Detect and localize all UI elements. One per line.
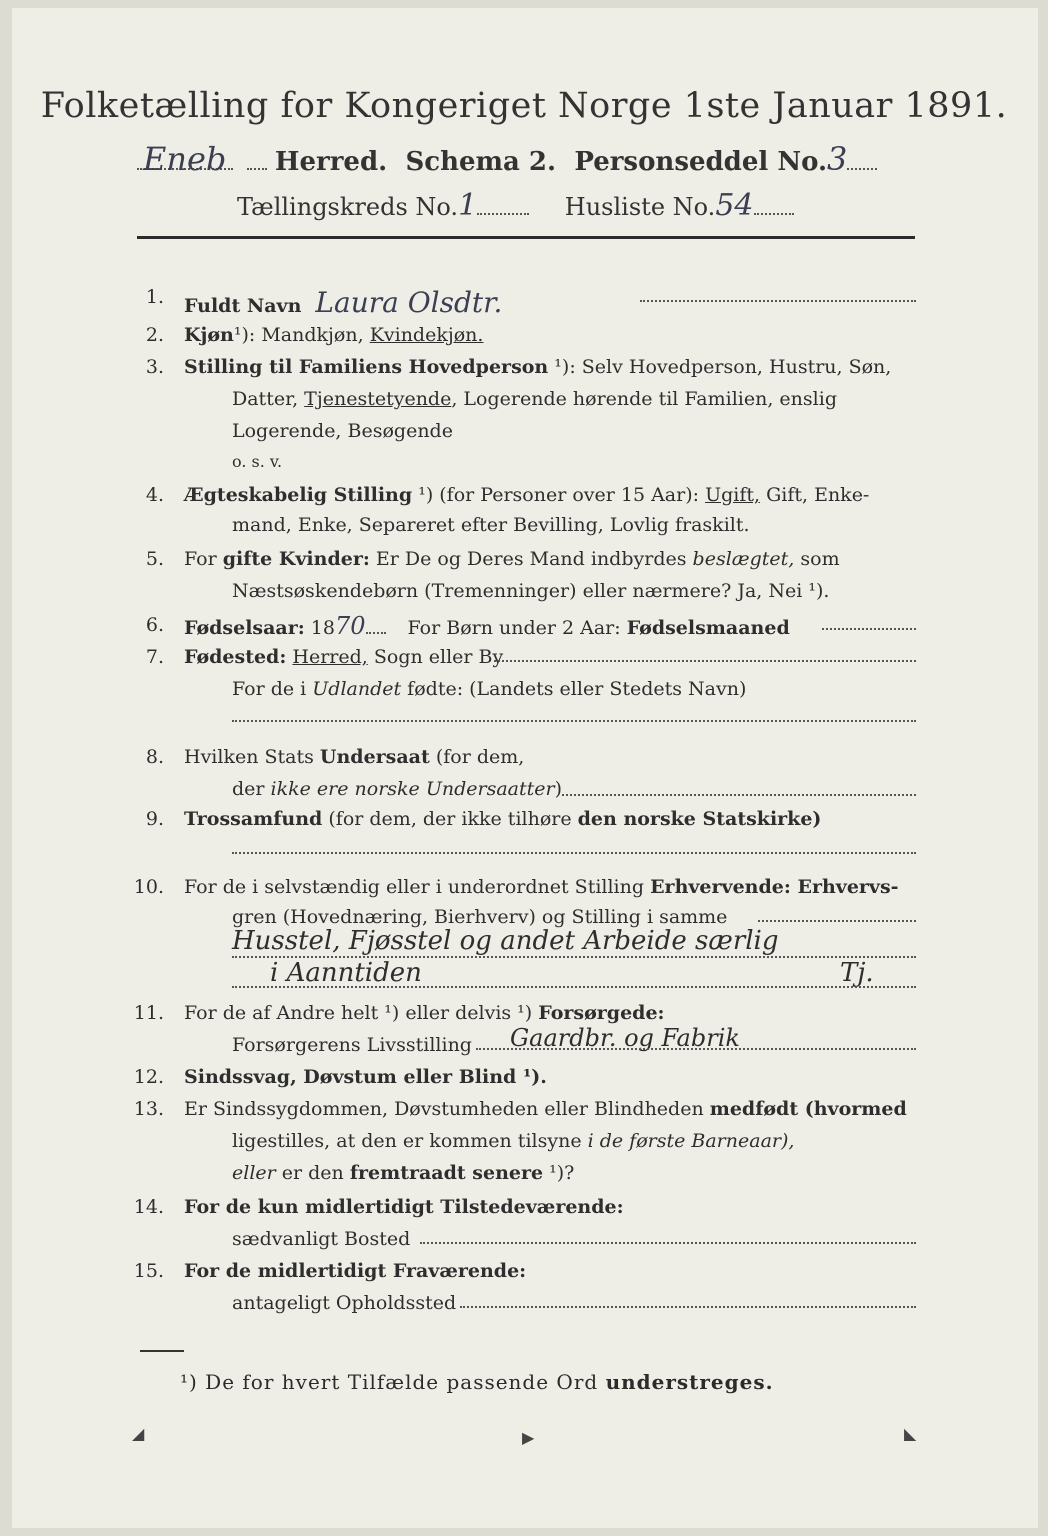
item-2-row xyxy=(184,324,483,346)
position-etc: o. s. v. xyxy=(232,452,283,471)
supporter-value: Gaardbr. og Fabrik xyxy=(510,1024,740,1052)
item-number: 4. xyxy=(145,484,164,506)
married-question: Er De og Deres Mand indbyrdes xyxy=(369,548,693,570)
form-title: Folketælling for Kongeriget Norge 1ste Januar 1891. xyxy=(40,86,1008,126)
husliste-label: Husliste No. xyxy=(564,193,716,221)
item-13-row xyxy=(184,1098,907,1120)
personseddel-label: Personseddel No. xyxy=(574,147,828,177)
item-number: 13. xyxy=(133,1098,164,1120)
item-8-row-2: der ikke ere norske Undersaatter) xyxy=(232,778,562,800)
abroad-word: Udlandet xyxy=(312,678,402,700)
married-suffix: som xyxy=(794,548,840,570)
religion-desc: (for dem, der ikke tilhøre xyxy=(322,808,578,830)
item-13-row-3 xyxy=(232,1162,574,1184)
personseddel-value: 3 xyxy=(827,140,848,178)
birth-month-label: Fødselsmaaned xyxy=(626,617,790,639)
supporter-label: Forsørgerens Livsstilling xyxy=(232,1034,472,1056)
position-selected: Tjenestetyende xyxy=(304,388,452,410)
husliste-value: 54 xyxy=(715,188,754,223)
kreds-label: Tællingskreds No. xyxy=(237,193,459,221)
disability-later: fremtraadt senere xyxy=(349,1162,544,1184)
disability-birth: medfødt (hvormed xyxy=(709,1098,907,1120)
married-related: beslægtet, xyxy=(692,548,795,570)
disability-question-2: ligestilles, at den er kommen tilsyne xyxy=(232,1130,588,1152)
footnote xyxy=(180,1370,774,1394)
abroad-prefix: For de i xyxy=(232,678,313,700)
item-number: 8. xyxy=(145,746,164,768)
item-number: 6. xyxy=(145,614,164,636)
disability-mid: er den xyxy=(275,1162,350,1184)
citizen-suffix: (for dem, xyxy=(429,746,525,768)
schema-label: Schema 2. xyxy=(405,147,557,177)
married-label: gifte Kvinder: xyxy=(222,548,370,570)
occupation-desc: For de i selvstændig eller i underordnet Stilling xyxy=(184,876,651,898)
occupation-value-3: Tj. xyxy=(840,958,874,988)
full-name-label: Fuldt Navn xyxy=(184,295,302,317)
abroad-desc: fødte: (Landets eller Stedets Navn) xyxy=(401,678,747,700)
position-options-4: Logerende, Besøgende xyxy=(232,420,453,442)
occupation-value-2: i Aanntiden xyxy=(270,958,422,988)
kreds-value: 1 xyxy=(458,188,478,223)
item-3-row-2 xyxy=(232,388,837,410)
item-11-row xyxy=(184,1002,665,1024)
footnote-rule xyxy=(140,1350,184,1352)
item-number: 11. xyxy=(133,1002,164,1024)
position-options-2: Datter, xyxy=(232,388,305,410)
full-name-value: Laura Olsdtr. xyxy=(315,286,503,319)
item-number: 9. xyxy=(145,808,164,830)
footnote-text: ¹) De for hvert Tilfælde passende Ord xyxy=(180,1370,606,1394)
birth-year-prefix: 18 xyxy=(304,617,335,639)
kreds-line xyxy=(237,188,794,223)
birth-year-value: 70 xyxy=(334,612,366,640)
birthplace-options: Sogn eller By xyxy=(367,646,504,668)
corner-mark-center: ▶ xyxy=(522,1428,535,1447)
item-number: 5. xyxy=(145,548,164,570)
sex-options: ¹): Mandkjøn, xyxy=(233,324,370,346)
marital-desc: ¹) (for Personer over 15 Aar): xyxy=(412,484,706,506)
item-number: 1. xyxy=(145,286,164,308)
occupation-value-1: Husstel, Fjøsstel og andet Arbeide særlig xyxy=(232,926,779,956)
citizen-prefix: Hvilken Stats xyxy=(184,746,320,768)
birthplace-label: Fødested: xyxy=(184,646,287,668)
item-number: 14. xyxy=(133,1196,164,1218)
marital-label: Ægteskabelig Stilling xyxy=(184,484,413,506)
item-5-row xyxy=(184,548,840,570)
corner-mark-right: ◣ xyxy=(904,1424,917,1443)
footnote-bold: understreges. xyxy=(605,1370,774,1394)
birthplace-selected: Herred, xyxy=(292,646,368,668)
item-10-row xyxy=(184,876,899,898)
birth-month-desc: For Børn under 2 Aar: xyxy=(407,617,627,639)
item-1-row xyxy=(184,286,502,319)
herred-label: Herred. xyxy=(274,147,388,177)
religion-label: Trossamfund xyxy=(184,808,323,830)
disability-question: Er Sindssygdommen, Døvstumheden eller Blindheden xyxy=(184,1098,710,1120)
position-options: ¹): Selv Hovedperson, Hustru, Søn, xyxy=(548,356,892,378)
item-number: 2. xyxy=(145,324,164,346)
usual-residence-label: sædvanligt Bosted xyxy=(232,1228,411,1250)
religion-desc-bold: den norske Statskirke) xyxy=(577,808,822,830)
occupation-desc-2: gren (Hovednæring, Bierhverv) og Stilling i samme xyxy=(232,906,728,928)
item-6-row xyxy=(184,612,790,640)
item-number: 15. xyxy=(133,1260,164,1282)
marital-selected: Ugift, xyxy=(705,484,761,506)
disability-or: eller xyxy=(232,1162,276,1184)
temporary-present-label: For de kun midlertidigt Tilstedeværende: xyxy=(184,1196,624,1218)
sex-label: Kjøn xyxy=(184,324,234,346)
herred-line xyxy=(137,140,877,178)
birth-year-label: Fødselsaar: xyxy=(184,617,305,639)
disability-label: Sindssvag, Døvstum eller Blind ¹). xyxy=(184,1066,547,1088)
temporary-absent-label: For de midlertidigt Fraværende: xyxy=(184,1260,527,1282)
corner-mark-left: ◢ xyxy=(132,1424,145,1443)
item-9-row xyxy=(184,808,821,830)
citizen-desc-prefix: der xyxy=(232,778,271,800)
disability-end: ¹)? xyxy=(543,1162,575,1184)
occupation-label: Erhvervende: Erhvervs- xyxy=(650,876,899,898)
marital-options-2: mand, Enke, Separeret efter Bevilling, Lovlig fraskilt. xyxy=(232,514,750,536)
married-question-2: Næstsøskendebørn (Tremenninger) eller nærmere? Ja, Nei ¹). xyxy=(232,580,830,602)
herred-value: Eneb xyxy=(143,140,227,178)
item-number: 12. xyxy=(133,1066,164,1088)
item-7-row xyxy=(184,646,503,668)
header-rule xyxy=(137,236,915,239)
item-number: 3. xyxy=(145,356,164,378)
item-8-row xyxy=(184,746,524,768)
citizen-desc: ikke ere norske Undersaatter xyxy=(270,778,555,800)
item-13-row-2 xyxy=(232,1130,794,1152)
marital-options: Gift, Enke- xyxy=(760,484,870,506)
item-3-row xyxy=(184,356,891,378)
item-4-row xyxy=(184,484,869,506)
citizen-label: Undersaat xyxy=(319,746,430,768)
probable-residence-label: antageligt Opholdssted xyxy=(232,1292,457,1314)
position-options-3: , Logerende hørende til Familien, enslig xyxy=(451,388,837,410)
item-7-row-2 xyxy=(232,678,746,700)
position-label: Stilling til Familiens Hovedperson xyxy=(184,356,549,378)
item-number: 7. xyxy=(145,646,164,668)
disability-early: i de første Barneaar), xyxy=(587,1130,795,1152)
sex-selected: Kvindekjøn. xyxy=(369,324,484,346)
married-prefix: For xyxy=(184,548,223,570)
supported-label: Forsørgede: xyxy=(538,1002,665,1024)
item-number: 10. xyxy=(133,876,164,898)
supported-desc: For de af Andre helt ¹) eller delvis ¹) xyxy=(184,1002,539,1024)
